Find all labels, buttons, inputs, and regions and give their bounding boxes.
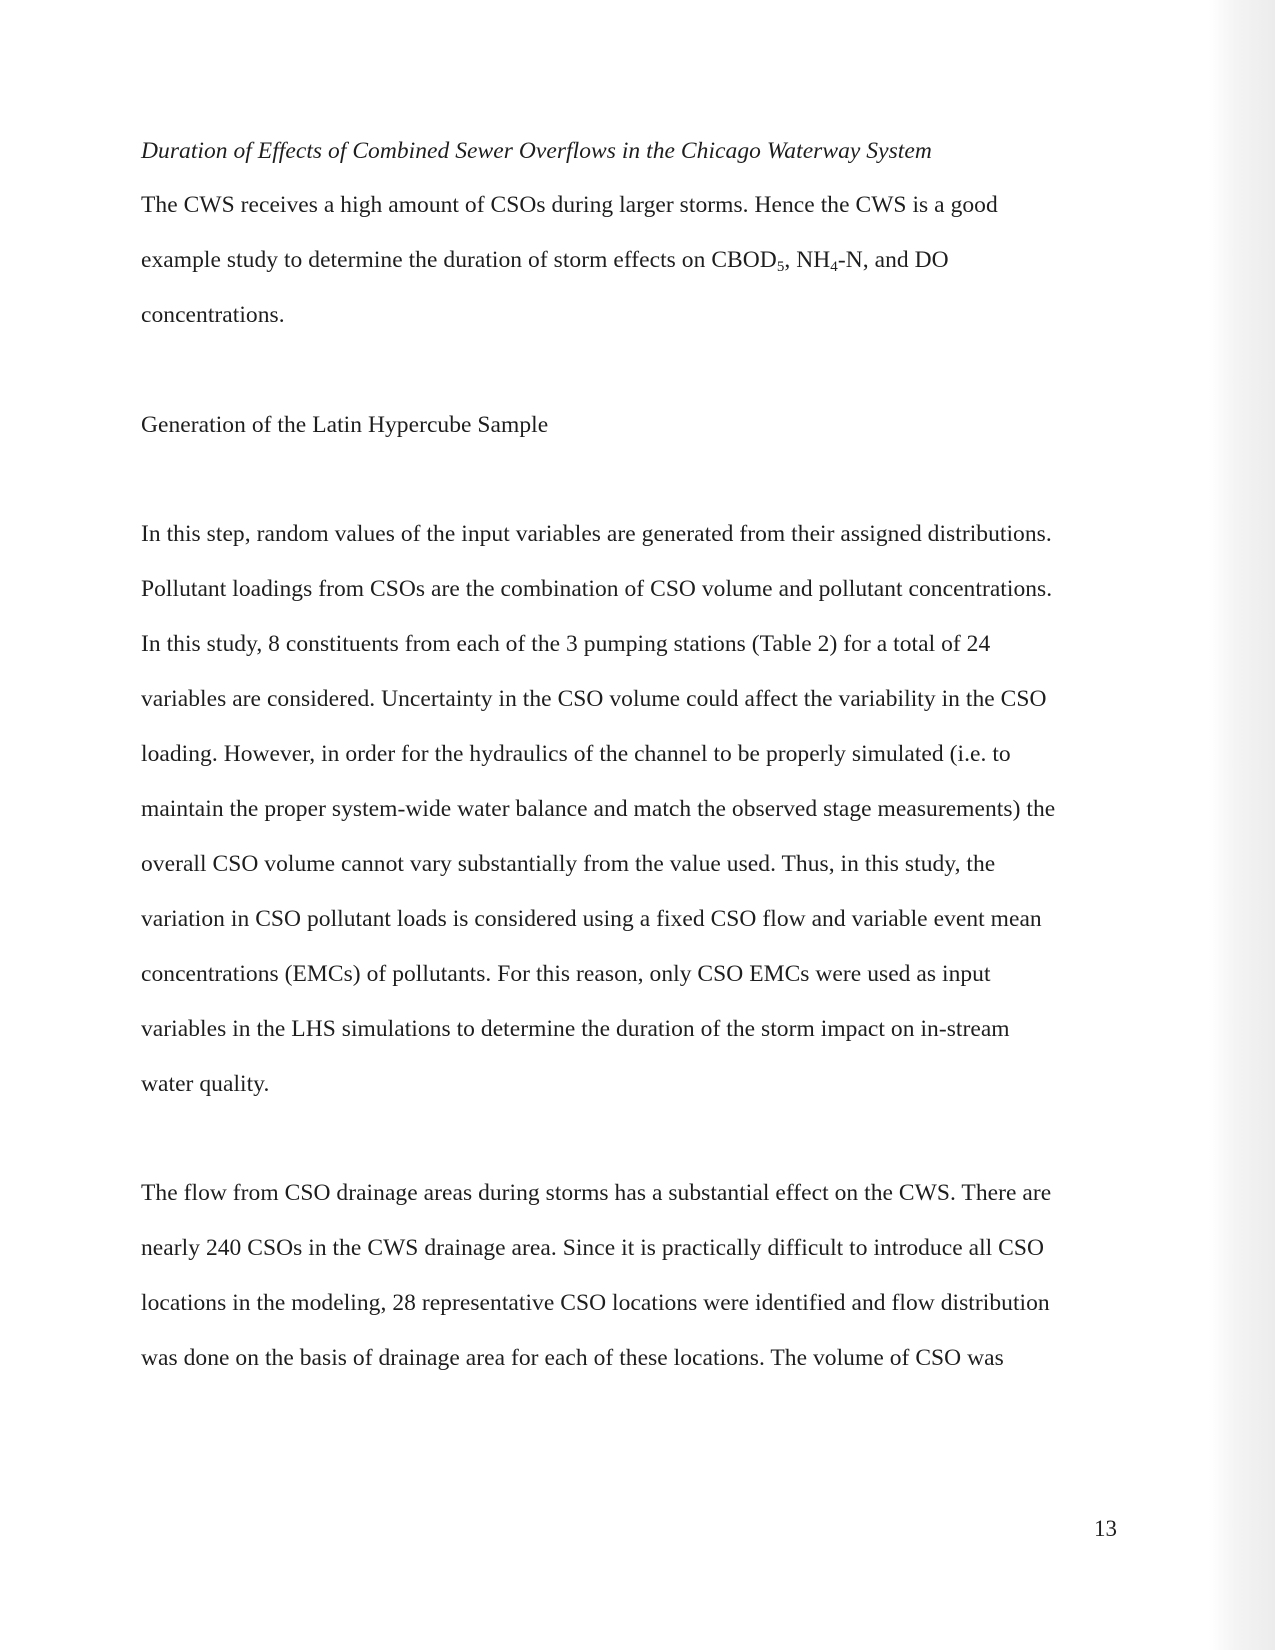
- paragraph1-line: In this study, 8 constituents from each of the 3 pumping stations (Table 2) for a total of 24: [141, 631, 991, 657]
- intro-line-2-text-b: , NH: [784, 247, 831, 273]
- paragraph1-line: In this step, random values of the input variables are generated from their assigned distributions.: [141, 521, 1052, 547]
- subheading: Generation of the Latin Hypercube Sample: [141, 412, 549, 438]
- paragraph1-line: variables are considered. Uncertainty in the CSO volume could affect the variability in the CSO: [141, 686, 1047, 712]
- paragraph1-line: concentrations (EMCs) of pollutants. For this reason, only CSO EMCs were used as input: [141, 961, 991, 987]
- page-edge-shadow: [1209, 0, 1275, 1650]
- paragraph2-line: was done on the basis of drainage area for each of these locations. The volume of CSO was: [141, 1345, 1004, 1371]
- intro-line-2-text-a: example study to determine the duration of storm effects on CBOD: [141, 247, 777, 273]
- subscript-5: 5: [776, 259, 785, 275]
- paragraph1-line: variables in the LHS simulations to determine the duration of the storm impact on in-stream: [141, 1016, 1010, 1042]
- intro-line-2-text-c: -N, and DO: [837, 247, 949, 273]
- intro-line-1: The CWS receives a high amount of CSOs during larger storms. Hence the CWS is a good: [141, 192, 998, 218]
- paragraph2-line: locations in the modeling, 28 representative CSO locations were identified and flow distribution: [141, 1290, 1050, 1316]
- paragraph1-line: loading. However, in order for the hydraulics of the channel to be properly simulated (i.e. to: [141, 741, 1011, 767]
- subscript-4: 4: [830, 259, 838, 275]
- paragraph1-line: Pollutant loadings from CSOs are the combination of CSO volume and pollutant concentrations.: [141, 576, 1053, 602]
- paragraph1-line: maintain the proper system-wide water balance and match the observed stage measurements) the: [141, 796, 1056, 822]
- paragraph2-line: The flow from CSO drainage areas during storms has a substantial effect on the CWS. There are: [141, 1180, 1052, 1206]
- paragraph2-line: nearly 240 CSOs in the CWS drainage area. Since it is practically difficult to introduce all CSO: [141, 1235, 1045, 1261]
- paragraph1-line: overall CSO volume cannot vary substantially from the value used. Thus, in this study, the: [141, 851, 996, 877]
- paragraph1-line: water quality.: [141, 1071, 270, 1097]
- intro-line-2: [141, 245, 949, 275]
- intro-line-3: concentrations.: [141, 302, 285, 328]
- section-heading: Duration of Effects of Combined Sewer Overflows in the Chicago Waterway System: [141, 138, 932, 164]
- page-number: 13: [1094, 1516, 1117, 1541]
- paragraph1-line: variation in CSO pollutant loads is considered using a fixed CSO flow and variable event mean: [141, 906, 1042, 932]
